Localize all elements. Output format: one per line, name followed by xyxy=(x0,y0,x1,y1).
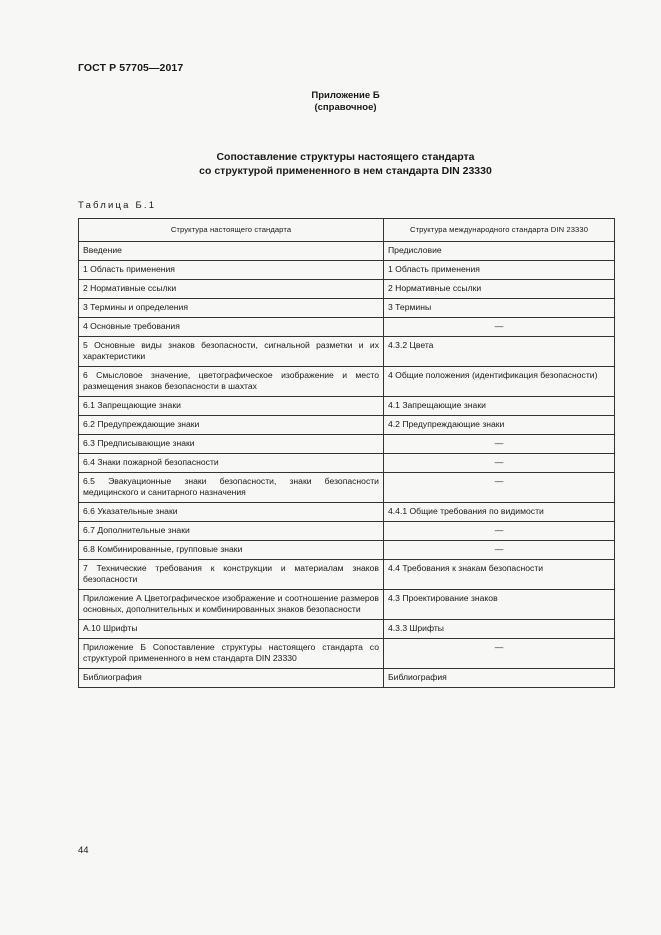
cell-current-standard: Приложение А Цветографическое изображение и соотношение размеров основных, дополнительных и комбинированных знаков безопасности xyxy=(79,590,384,620)
cell-din-standard: 4.3.3 Шрифты xyxy=(384,620,615,639)
section-title-line-2: со структурой примененного в нем стандарта DIN 23330 xyxy=(199,165,492,177)
cell-current-standard: 5 Основные виды знаков безопасности, сигнальной разметки и их характеристики xyxy=(79,337,384,367)
table-row xyxy=(79,620,615,639)
cell-din-standard: 3 Термины xyxy=(384,299,615,318)
cell-current-standard: 6.8 Комбинированные, групповые знаки xyxy=(79,541,384,560)
table-row xyxy=(79,590,615,620)
cell-din-standard: 4.3 Проектирование знаков xyxy=(384,590,615,620)
cell-din-standard: Предисловие xyxy=(384,242,615,261)
table-header-row xyxy=(79,219,615,242)
cell-current-standard: А.10 Шрифты xyxy=(79,620,384,639)
table-caption: Таблица Б.1 xyxy=(78,200,157,211)
table-row xyxy=(79,242,615,261)
cell-din-standard: 4.1 Запрещающие знаки xyxy=(384,397,615,416)
table-row xyxy=(79,541,615,560)
page-number: 44 xyxy=(78,845,89,856)
appendix-subtitle: (справочное) xyxy=(314,102,377,113)
cell-din-standard: 1 Область применения xyxy=(384,261,615,280)
cell-current-standard: 7 Технические требования к конструкции и материалам знаков безопасности xyxy=(79,560,384,590)
table-row xyxy=(79,416,615,435)
table-row xyxy=(79,522,615,541)
cell-din-standard: 4.3.2 Цвета xyxy=(384,337,615,367)
cell-current-standard: 6 Смысловое значение, цветографическое изображение и место размещения знаков безопасности в шахтах xyxy=(79,367,384,397)
table-row xyxy=(79,318,615,337)
cell-current-standard: 6.5 Эвакуационные знаки безопасности, знаки безопасности медицинского и санитарного назначения xyxy=(79,473,384,503)
cell-current-standard: Введение xyxy=(79,242,384,261)
cell-current-standard: 4 Основные требования xyxy=(79,318,384,337)
cell-din-standard: 4.4 Требования к знакам безопасности xyxy=(384,560,615,590)
cell-current-standard: 6.1 Запрещающие знаки xyxy=(79,397,384,416)
cell-din-standard: — xyxy=(384,435,615,454)
cell-current-standard: Библиография xyxy=(79,669,384,688)
appendix-title: Приложение Б xyxy=(311,90,380,101)
table-row xyxy=(79,454,615,473)
cell-din-standard: — xyxy=(384,473,615,503)
cell-din-standard: — xyxy=(384,454,615,473)
cell-current-standard: 6.6 Указательные знаки xyxy=(79,503,384,522)
table-row xyxy=(79,280,615,299)
table-row xyxy=(79,367,615,397)
cell-current-standard: 3 Термины и определения xyxy=(79,299,384,318)
document-standard-header: ГОСТ Р 57705—2017 xyxy=(78,62,184,74)
cell-din-standard: 4.2 Предупреждающие знаки xyxy=(384,416,615,435)
cell-din-standard: — xyxy=(384,639,615,669)
table-row xyxy=(79,261,615,280)
cell-current-standard: 6.4 Знаки пожарной безопасности xyxy=(79,454,384,473)
column-header-current-standard: Структура настоящего стандарта xyxy=(79,219,384,242)
table-row xyxy=(79,503,615,522)
table-row xyxy=(79,397,615,416)
section-title xyxy=(0,150,661,178)
cell-current-standard: 1 Область применения xyxy=(79,261,384,280)
table-row xyxy=(79,435,615,454)
cell-din-standard: 4.4.1 Общие требования по видимости xyxy=(384,503,615,522)
table-row xyxy=(79,560,615,590)
table-row xyxy=(79,639,615,669)
table-body xyxy=(79,242,615,688)
table-row xyxy=(79,669,615,688)
appendix-heading xyxy=(0,90,661,114)
cell-din-standard: Библиография xyxy=(384,669,615,688)
table-row xyxy=(79,299,615,318)
table-row xyxy=(79,337,615,367)
cell-current-standard: 6.7 Дополнительные знаки xyxy=(79,522,384,541)
cell-din-standard: 2 Нормативные ссылки xyxy=(384,280,615,299)
column-header-din-standard: Структура международного стандарта DIN 23330 xyxy=(384,219,615,242)
cell-din-standard: — xyxy=(384,318,615,337)
section-title-line-1: Сопоставление структуры настоящего стандарта xyxy=(216,151,475,163)
cell-current-standard: Приложение Б Сопоставление структуры настоящего стандарта со структурой примененного в нем стандарта DIN 23330 xyxy=(79,639,384,669)
cell-current-standard: 6.3 Предписывающие знаки xyxy=(79,435,384,454)
cell-din-standard: — xyxy=(384,541,615,560)
cell-din-standard: 4 Общие положения (идентификация безопасности) xyxy=(384,367,615,397)
structure-comparison-table xyxy=(78,218,615,688)
cell-current-standard: 6.2 Предупреждающие знаки xyxy=(79,416,384,435)
table-row xyxy=(79,473,615,503)
cell-current-standard: 2 Нормативные ссылки xyxy=(79,280,384,299)
cell-din-standard: — xyxy=(384,522,615,541)
